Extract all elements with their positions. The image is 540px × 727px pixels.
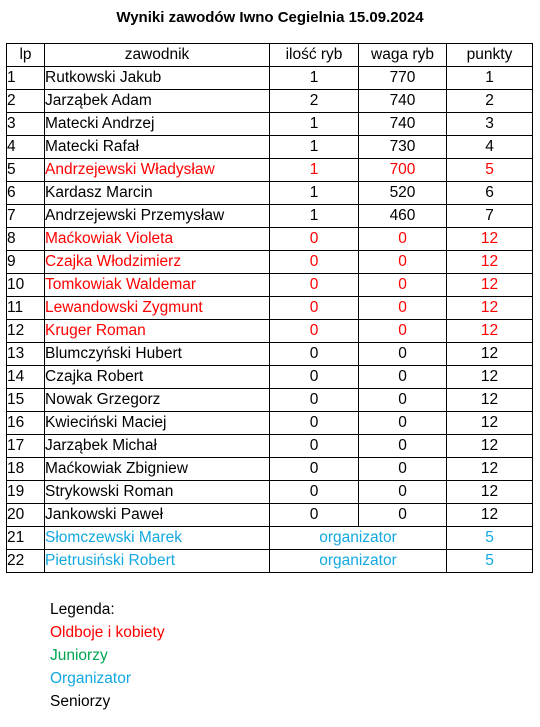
table-row [7, 320, 533, 343]
cell-zawodnik: Pietrusiński Robert [45, 550, 270, 573]
table-row [7, 550, 533, 573]
cell-lp: 22 [7, 550, 45, 573]
results-table [6, 43, 533, 573]
table-row [7, 205, 533, 228]
cell-waga-ryb: 0 [359, 435, 447, 458]
legend-item-oldboje: Oldboje i kobiety [50, 624, 165, 641]
cell-ilosc-ryb: 1 [270, 182, 359, 205]
cell-ilosc-ryb: 1 [270, 205, 359, 228]
cell-waga-ryb: 0 [359, 389, 447, 412]
cell-punkty: 6 [447, 182, 533, 205]
cell-waga-ryb: 0 [359, 504, 447, 527]
table-row [7, 504, 533, 527]
cell-waga-ryb: 0 [359, 297, 447, 320]
table-row [7, 389, 533, 412]
cell-zawodnik: Kruger Roman [45, 320, 270, 343]
cell-zawodnik: Jarząbek Michał [45, 435, 270, 458]
cell-waga-ryb: 0 [359, 251, 447, 274]
cell-lp: 16 [7, 412, 45, 435]
cell-punkty: 4 [447, 136, 533, 159]
table-header-row [7, 44, 533, 67]
cell-waga-ryb: 0 [359, 366, 447, 389]
cell-lp: 7 [7, 205, 45, 228]
cell-lp: 5 [7, 159, 45, 182]
cell-lp: 11 [7, 297, 45, 320]
cell-punkty: 12 [447, 366, 533, 389]
cell-ilosc-ryb: 0 [270, 504, 359, 527]
table-row [7, 412, 533, 435]
table-row [7, 366, 533, 389]
cell-zawodnik: Andrzejewski Władysław [45, 159, 270, 182]
cell-lp: 19 [7, 481, 45, 504]
cell-lp: 2 [7, 90, 45, 113]
cell-lp: 8 [7, 228, 45, 251]
cell-lp: 10 [7, 274, 45, 297]
legend-item-seniorzy: Seniorzy [50, 693, 111, 710]
cell-punkty: 12 [447, 343, 533, 366]
cell-punkty: 12 [447, 435, 533, 458]
cell-ilosc-ryb: 1 [270, 67, 359, 90]
cell-waga-ryb: 520 [359, 182, 447, 205]
cell-lp: 6 [7, 182, 45, 205]
cell-ilosc-ryb: 0 [270, 251, 359, 274]
cell-punkty: 5 [447, 527, 533, 550]
cell-punkty: 5 [447, 159, 533, 182]
cell-ilosc-ryb: 2 [270, 90, 359, 113]
cell-punkty: 12 [447, 320, 533, 343]
cell-punkty: 2 [447, 90, 533, 113]
cell-ilosc-ryb: 1 [270, 136, 359, 159]
cell-zawodnik: Rutkowski Jakub [45, 67, 270, 90]
cell-lp: 14 [7, 366, 45, 389]
cell-ilosc-ryb: 0 [270, 320, 359, 343]
table-row [7, 274, 533, 297]
page-title: Wyniki zawodów Iwno Cegielnia 15.09.2024 [116, 9, 424, 26]
table-row [7, 458, 533, 481]
cell-zawodnik: Blumczyński Hubert [45, 343, 270, 366]
table-row [7, 297, 533, 320]
cell-zawodnik: Matecki Rafał [45, 136, 270, 159]
cell-punkty: 1 [447, 67, 533, 90]
cell-punkty: 12 [447, 228, 533, 251]
cell-zawodnik: Tomkowiak Waldemar [45, 274, 270, 297]
cell-waga-ryb: 0 [359, 228, 447, 251]
header-ilosc-ryb: ilość ryb [270, 44, 359, 67]
cell-zawodnik: Strykowski Roman [45, 481, 270, 504]
table-row [7, 159, 533, 182]
cell-waga-ryb: 460 [359, 205, 447, 228]
cell-punkty: 7 [447, 205, 533, 228]
cell-punkty: 12 [447, 458, 533, 481]
table-row [7, 435, 533, 458]
cell-ilosc-ryb: 1 [270, 159, 359, 182]
cell-waga-ryb: 0 [359, 481, 447, 504]
cell-ilosc-ryb: 0 [270, 458, 359, 481]
table-row [7, 182, 533, 205]
cell-zawodnik: Jarząbek Adam [45, 90, 270, 113]
cell-waga-ryb: 0 [359, 412, 447, 435]
cell-ilosc-ryb: 0 [270, 297, 359, 320]
cell-zawodnik: Jankowski Paweł [45, 504, 270, 527]
cell-zawodnik: Lewandowski Zygmunt [45, 297, 270, 320]
cell-zawodnik: Słomczewski Marek [45, 527, 270, 550]
cell-ilosc-ryb: 0 [270, 389, 359, 412]
cell-ilosc-ryb: 0 [270, 481, 359, 504]
cell-punkty: 12 [447, 504, 533, 527]
legend [50, 598, 165, 713]
cell-ilosc-ryb: 0 [270, 366, 359, 389]
cell-ilosc-ryb: 0 [270, 274, 359, 297]
cell-ilosc-ryb: 0 [270, 435, 359, 458]
header-punkty: punkty [447, 44, 533, 67]
cell-lp: 17 [7, 435, 45, 458]
cell-lp: 21 [7, 527, 45, 550]
cell-zawodnik: Kwieciński Maciej [45, 412, 270, 435]
cell-lp: 4 [7, 136, 45, 159]
cell-waga-ryb: 740 [359, 90, 447, 113]
cell-zawodnik: Czajka Włodzimierz [45, 251, 270, 274]
legend-title: Legenda: [50, 601, 115, 618]
cell-punkty: 12 [447, 297, 533, 320]
cell-ilosc-ryb: 0 [270, 412, 359, 435]
header-lp: lp [7, 44, 45, 67]
cell-waga-ryb: 770 [359, 67, 447, 90]
cell-ilosc-ryb: 0 [270, 343, 359, 366]
cell-waga-ryb: 700 [359, 159, 447, 182]
table-row [7, 136, 533, 159]
cell-punkty: 12 [447, 412, 533, 435]
cell-organizator: organizator [270, 527, 447, 550]
table-row [7, 90, 533, 113]
cell-lp: 12 [7, 320, 45, 343]
table-row [7, 527, 533, 550]
header-waga-ryb: waga ryb [359, 44, 447, 67]
cell-zawodnik: Maćkowiak Violeta [45, 228, 270, 251]
cell-lp: 20 [7, 504, 45, 527]
table-row [7, 228, 533, 251]
cell-lp: 9 [7, 251, 45, 274]
cell-waga-ryb: 0 [359, 343, 447, 366]
cell-waga-ryb: 740 [359, 113, 447, 136]
cell-punkty: 3 [447, 113, 533, 136]
cell-lp: 3 [7, 113, 45, 136]
results-body [7, 67, 533, 573]
table-row [7, 67, 533, 90]
legend-item-juniorzy: Juniorzy [50, 647, 108, 664]
cell-zawodnik: Matecki Andrzej [45, 113, 270, 136]
header-zawodnik: zawodnik [45, 44, 270, 67]
cell-zawodnik: Nowak Grzegorz [45, 389, 270, 412]
cell-zawodnik: Maćkowiak Zbigniew [45, 458, 270, 481]
cell-ilosc-ryb: 1 [270, 113, 359, 136]
cell-lp: 18 [7, 458, 45, 481]
cell-zawodnik: Andrzejewski Przemysław [45, 205, 270, 228]
cell-lp: 15 [7, 389, 45, 412]
cell-waga-ryb: 0 [359, 458, 447, 481]
legend-item-organizator: Organizator [50, 670, 131, 687]
cell-waga-ryb: 0 [359, 320, 447, 343]
cell-punkty: 12 [447, 274, 533, 297]
cell-punkty: 5 [447, 550, 533, 573]
cell-organizator: organizator [270, 550, 447, 573]
cell-punkty: 12 [447, 389, 533, 412]
cell-punkty: 12 [447, 481, 533, 504]
table-row [7, 343, 533, 366]
table-row [7, 481, 533, 504]
cell-zawodnik: Kardasz Marcin [45, 182, 270, 205]
cell-waga-ryb: 0 [359, 274, 447, 297]
table-row [7, 251, 533, 274]
cell-lp: 13 [7, 343, 45, 366]
cell-waga-ryb: 730 [359, 136, 447, 159]
cell-zawodnik: Czajka Robert [45, 366, 270, 389]
cell-lp: 1 [7, 67, 45, 90]
cell-ilosc-ryb: 0 [270, 228, 359, 251]
table-row [7, 113, 533, 136]
cell-punkty: 12 [447, 251, 533, 274]
